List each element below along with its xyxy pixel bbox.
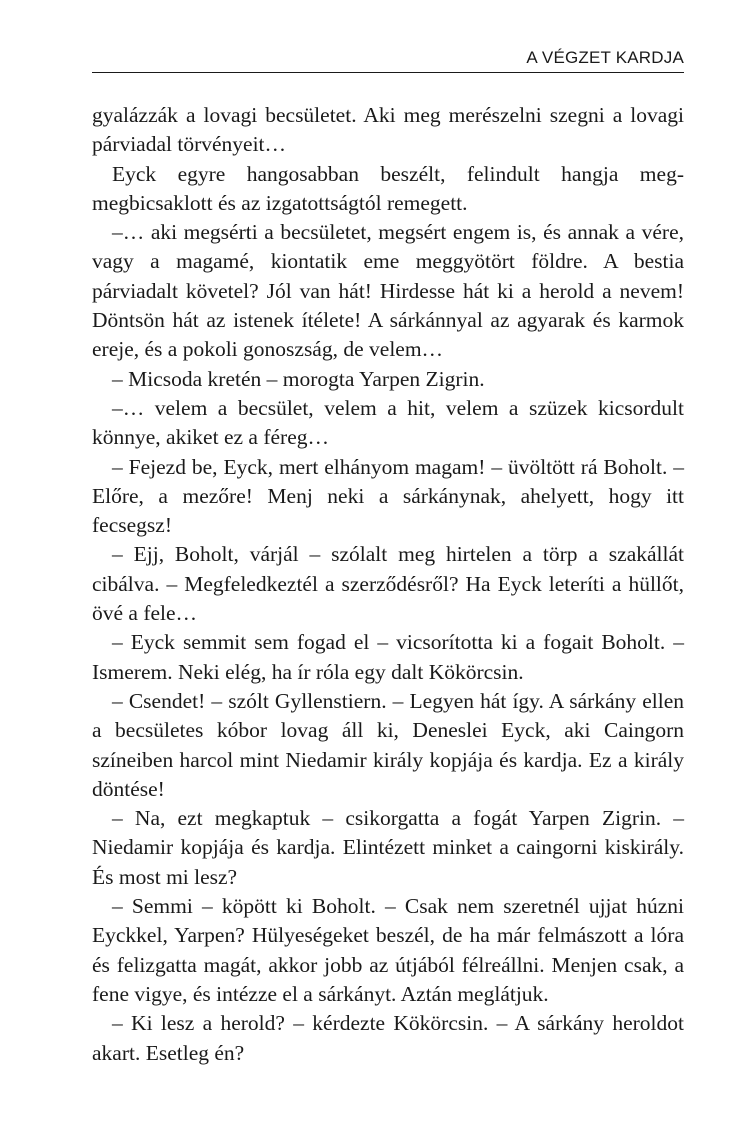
paragraph: – Fejezd be, Eyck, mert elhányom magam! – üvöltött rá Boholt. – Előre, a mezőre! Menj neki a sárkánynak, ahelyett, hogy itt fecsegsz! (92, 454, 684, 538)
paragraph: gyalázzák a lovagi becsületet. Aki meg merészelni szegni a lovagi párviadal törvényeit… (92, 103, 684, 157)
paragraph: – Csendet! – szólt Gyllenstiern. – Legyen hát így. A sárkány ellen a becsületes kóbor lovag áll ki, Deneslei Eyck, aki Caingorn színeiben harcol mint Niedamir király kopjája és kardja. Ez a király döntése! (92, 688, 684, 801)
paragraph: – Semmi – köpött ki Boholt. – Csak nem szeretnél ujjat húzni Eyckkel, Yarpen? Hülyeségeket beszél, de ha már felmászott a lóra és felizgatta magát, akkor jobb az útjából félreállni. Menjen csak, a fene vigye, és intézze el a sárkányt. Aztán meglátjuk. (92, 894, 684, 1006)
paragraph: – Na, ezt megkaptuk – csikorgatta a fogát Yarpen Zigrin. – Niedamir kopjája és kardja. Elintézett minket a caingorni kiskirály. És most mi lesz? (92, 806, 684, 889)
paragraph: –… aki megsérti a becsületet, megsért engem is, és annak a vére, vagy a magamé, kiontatik eme meggyötört földre. A bestia párviadalt követel? Jól van hát! Hirdesse hát ki a herold a nevem! Döntsön hát az istenek ítélete! A sárkánnyal az agyarak és karmok ereje, és a pokoli gonoszság, de velem… (92, 220, 684, 362)
paragraph: –… velem a becsület, velem a hit, velem a szüzek kicsordult könnye, akiket ez a féreg… (92, 395, 684, 450)
paragraph: – Ejj, Boholt, várjál – szólalt meg hirtelen a törp a szakállát cibálva. – Megfeledkeztél a szerződésről? Ha Eyck leteríti a hüllőt, övé a fele… (92, 542, 684, 626)
body-text (92, 101, 684, 1068)
paragraph: – Micsoda kretén – morogta Yarpen Zigrin. (112, 366, 485, 391)
paragraph: – Ki lesz a herold? – kérdezte Kökörcsin. – A sárkány heroldot akart. Esetleg én? (92, 1011, 684, 1065)
paragraph: – Eyck semmit sem fogad el – vicsorította ki a fogait Boholt. – Ismerem. Neki elég, ha ír róla egy dalt Kökörcsin. (92, 630, 684, 684)
paragraph: Eyck egyre hangosabban beszélt, felindult hangja meg-megbicsaklott és az izgatottságtól remegett. (92, 161, 684, 215)
running-title: A VÉGZET KARDJA (526, 48, 684, 67)
running-header (92, 44, 684, 73)
